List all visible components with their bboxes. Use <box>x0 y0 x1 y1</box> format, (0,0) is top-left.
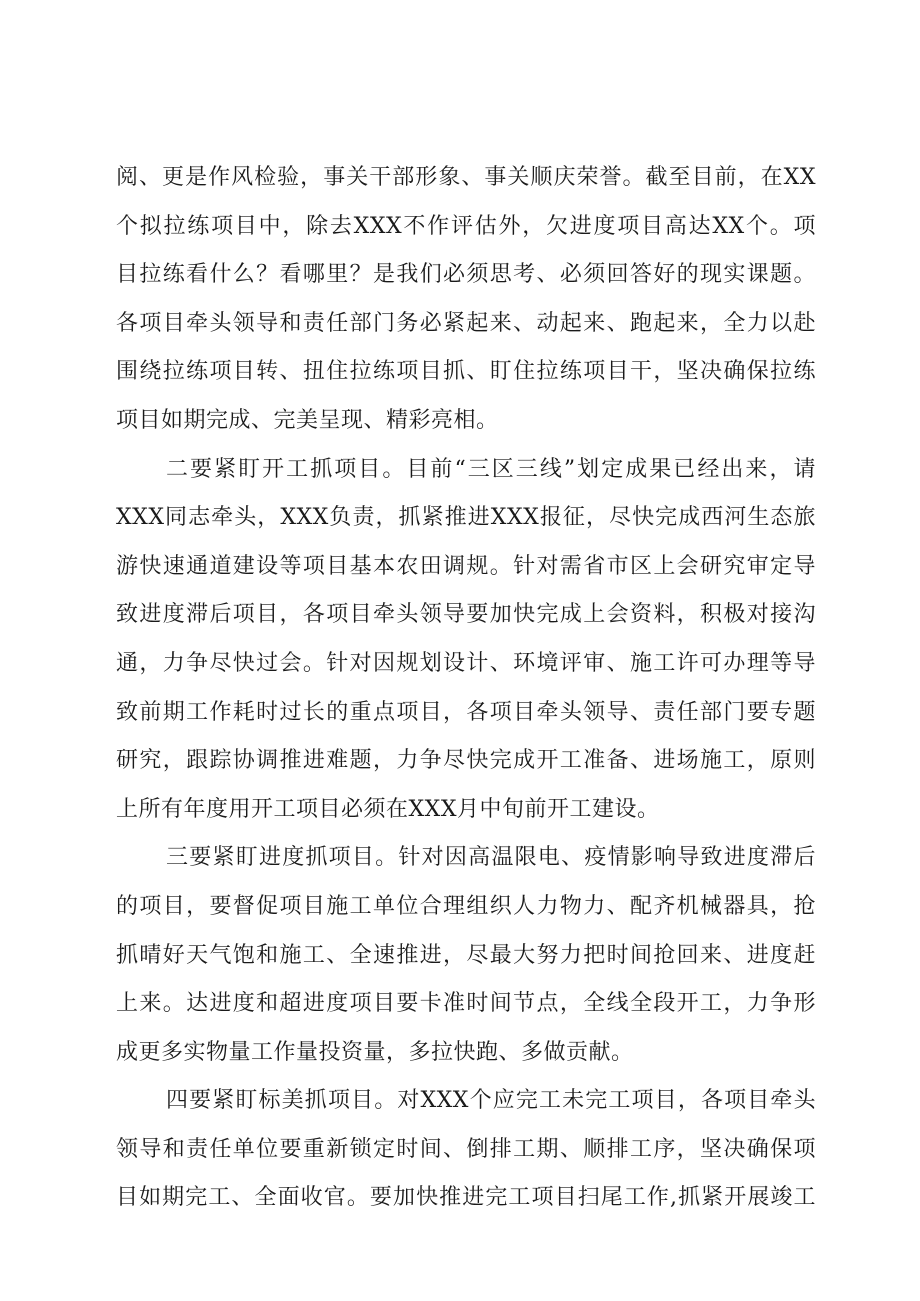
paragraph-point-three <box>116 834 816 1077</box>
text-line: 上所有年度用开工项目必须在XXX月中旬前开工建设。 <box>116 796 660 822</box>
text-line: XXX同志牵头，XXX负责，抓紧推进XXX报征，尽快完成西河生态旅 <box>116 505 816 531</box>
text-line: 致进度滞后项目，各项目牵头领导要加快完成上会资料，积极对接沟 <box>116 602 816 628</box>
paragraph-point-two <box>116 446 816 835</box>
text-line: 目拉练看什么？看哪里？是我们必须思考、必须回答好的现实课题。 <box>116 262 816 288</box>
text-line: 致前期工作耗时过长的重点项目，各项目牵头领导、责任部门要专题 <box>116 699 816 725</box>
text-line: 游快速通道建设等项目基本农田调规。针对需省市区上会研究审定导 <box>116 553 816 579</box>
text-line: 抓晴好天气饱和施工、全速推进，尽最大努力把时间抢回来、进度赶 <box>116 942 816 968</box>
paragraph-point-four <box>116 1077 816 1223</box>
text-line: 领导和责任单位要重新锁定时间、倒排工期、顺排工序，坚决确保项 <box>116 1136 816 1162</box>
text-line: 二要紧盯开工抓项目。目前“三区三线”划定成果已经出来，请 <box>166 456 816 482</box>
text-line: 上来。达进度和超进度项目要卡准时间节点，全线全段开工，力争形 <box>116 991 816 1017</box>
document-page <box>116 154 816 1223</box>
text-line: 的项目，要督促项目施工单位合理组织人力物力、配齐机械器具，抢 <box>116 893 816 919</box>
text-line: 成更多实物量工作量投资量，多拉快跑、多做贡献。 <box>116 1039 634 1065</box>
text-line: 目如期完工、全面收官。要加快推进完工项目扫尾工作,抓紧开展竣工 <box>116 1185 816 1211</box>
text-line: 阅、更是作风检验，事关干部形象、事关顺庆荣誉。截至目前，在XX <box>116 165 816 190</box>
text-line: 三要紧盯进度抓项目。针对因高温限电、疫情影响导致进度滞后 <box>166 845 816 871</box>
paragraph-continued <box>116 154 816 446</box>
text-line: 个拟拉练项目中，除去XXX不作评估外，欠进度项目高达XX个。项 <box>116 213 817 239</box>
text-line: 四要紧盯标美抓项目。对XXX个应完工未完工项目，各项目牵头 <box>166 1088 816 1114</box>
text-line: 围绕拉练项目转、扭住拉练项目抓、盯住拉练项目干，坚决确保拉练 <box>116 359 816 385</box>
text-line: 通，力争尽快过会。针对因规划设计、环境评审、施工许可办理等导 <box>116 650 816 676</box>
text-line: 项目如期完成、完美呈现、精彩亮相。 <box>116 407 499 433</box>
text-line: 研究，跟踪协调推进难题，力争尽快完成开工准备、进场施工，原则 <box>116 748 816 774</box>
text-line: 各项目牵头领导和责任部门务必紧起来、动起来、跑起来，全力以赴 <box>116 310 816 336</box>
